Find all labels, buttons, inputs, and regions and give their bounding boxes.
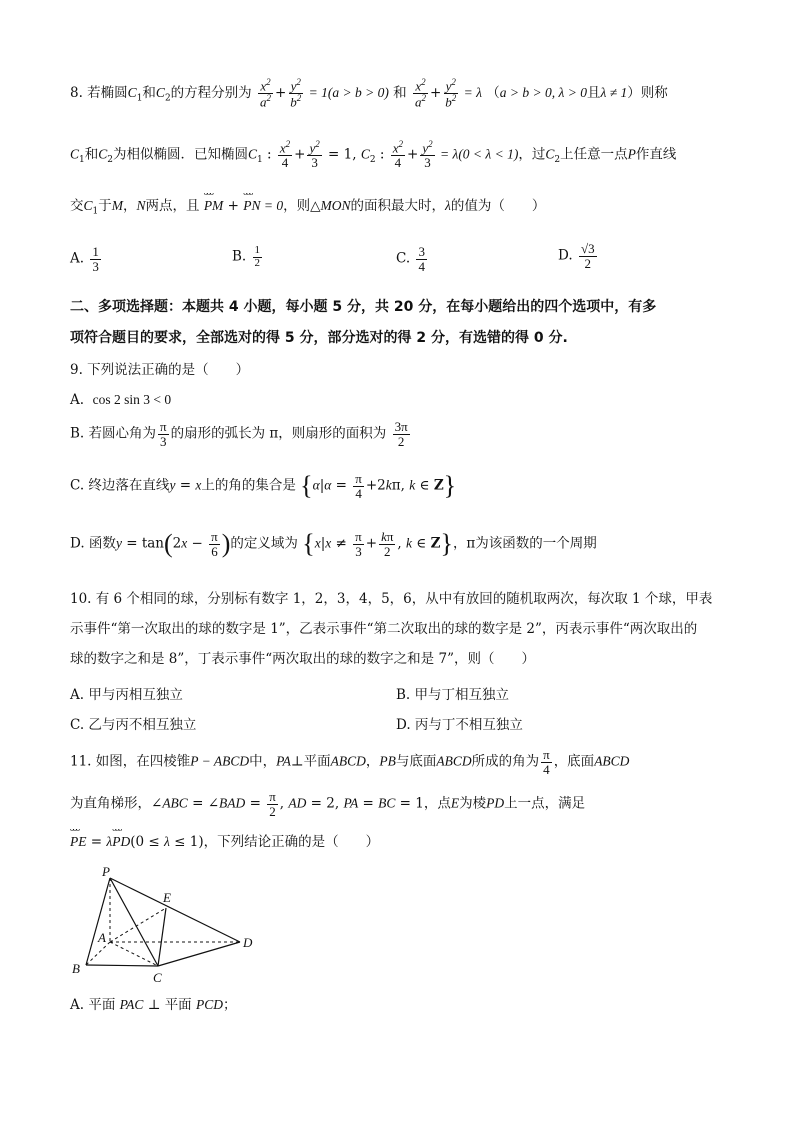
q8-line2: $C_1$和$C_2$为相似椭圆．已知椭圆$C_1$ : $\frac{x^2}{4}$ + $\frac{y^2}{3}$ = 1, $C_2$ : $\frac{x^2}{4}$ + $\frac{y^2}{3}$ = λ(0 < λ < 1)，过$C_2$上任意一点P作直线	[70, 139, 677, 170]
q10-line2: 示事件“第一次取出的球的数字是 1”，乙表示事件“第二次取出的球的数字是 2”，丙表示事件“两次取出的	[70, 621, 698, 637]
q8-line1: 8. 若椭圆$C_1$和$C_2$的方程分别为 $\frac{x^2}{a^2}$ + $\frac{y^2}{b^2}$ = 1(a > b > 0) 和 $\frac{x^2}{a^2}$ + $\frac{y^2}{b^2}$ = λ （a > b > 0, λ > 0且λ ≠ 1）则称	[70, 77, 668, 110]
q10-option-d: D. 丙与丁不相互独立	[396, 717, 523, 733]
label-a: A	[98, 930, 106, 945]
edge-ae	[110, 908, 166, 942]
q8-option-b: B. $\frac{1}{2}$	[232, 244, 261, 269]
q8-option-d: D. $\frac{√3}{2}$	[558, 241, 595, 271]
q8-option-a: A. $\frac{1}{3}$	[70, 244, 99, 274]
q10-line1: 10. 有 6 个相同的球，分别标有数字 1，2，3，4，5，6，从中有放回的随机取两次，每次取 1 个球，甲表	[70, 591, 713, 607]
q9-option-a: A. cos 2 sin 3 < 0	[70, 392, 172, 408]
label-d: D	[243, 935, 253, 950]
label-p: P	[102, 864, 110, 879]
pyramid-figure	[68, 858, 268, 988]
q9-option-b: B. 若圆心角为 $\frac{\pi}{3}$ 的扇形的弧长为 π，则扇形的面积为 $\frac{3\pi}{2}$	[70, 419, 408, 449]
q11-option-a: A. 平面 PAC ⊥ 平面 PCD；	[70, 997, 237, 1013]
q10-option-c: C. 乙与丙不相互独立	[70, 717, 197, 733]
section-heading-cont: 项符合题目的要求，全部选对的得 5 分，部分选对的得 2 分，有选错的得 0 分.	[70, 330, 568, 346]
edge-bc	[86, 965, 158, 966]
edge-pc	[110, 878, 158, 966]
q9-option-c: C. 终边落在直线y = x上的角的集合是 {α|α = $\frac{\pi}{4}$ +2kπ, k ∈ Z}	[70, 471, 457, 501]
section-heading: 二、多项选择题：本题共 4 小题，每小题 5 分，共 20 分，在每小题给出的四个选项中，有多	[70, 299, 657, 315]
edge-ec	[158, 908, 166, 966]
edge-cd	[158, 942, 240, 966]
q8-line3: 交$C_1$于M，N两点，且 ᴗᴗᴗ PM + ᴗᴗᴗ PN = 0，则△MON的面积最大时，λ的值为（ ）	[70, 198, 545, 217]
edge-pd	[110, 878, 240, 942]
q8-option-c: C. $\frac{3}{4}$	[396, 244, 425, 274]
label-e: E	[163, 890, 171, 905]
label-c: C	[153, 970, 162, 985]
q10-line3: 球的数字之和是 8”，丁表示事件“两次取出的球的数字之和是 7”，则（ ）	[70, 651, 535, 667]
q11-line3: ᴗᴗᴗ PE = λᴗᴗᴗ PD(0 ≤ λ ≤ 1)，下列结论正确的是（ ）	[70, 834, 379, 850]
q11-line1: 11. 如图，在四棱锥P − ABCD中，PA⊥平面ABCD，PB与底面ABCD所成的角为 $\frac{\pi}{4}$ ，底面ABCD	[70, 747, 630, 777]
q11-line2: 为直角梯形，∠ABC = ∠BAD = $\frac{\pi}{2}$ , AD = 2, PA = BC = 1，点E为棱PD上一点，满足	[70, 789, 586, 819]
q9-option-d: D. 函数y = tan(2x − $\frac{\pi}{6}$ )的定义域为 {x|x ≠ $\frac{\pi}{3}$ + $\frac{k\pi}{2}$ , k ∈ Z}，π为该函数的一个周期	[70, 529, 597, 559]
q10-option-a: A. 甲与丙相互独立	[70, 687, 183, 703]
q9-stem: 9. 下列说法正确的是（ ）	[70, 362, 250, 378]
label-b: B	[72, 961, 80, 976]
q10-option-b: B. 甲与丁相互独立	[396, 687, 510, 703]
edge-pb	[86, 878, 110, 965]
